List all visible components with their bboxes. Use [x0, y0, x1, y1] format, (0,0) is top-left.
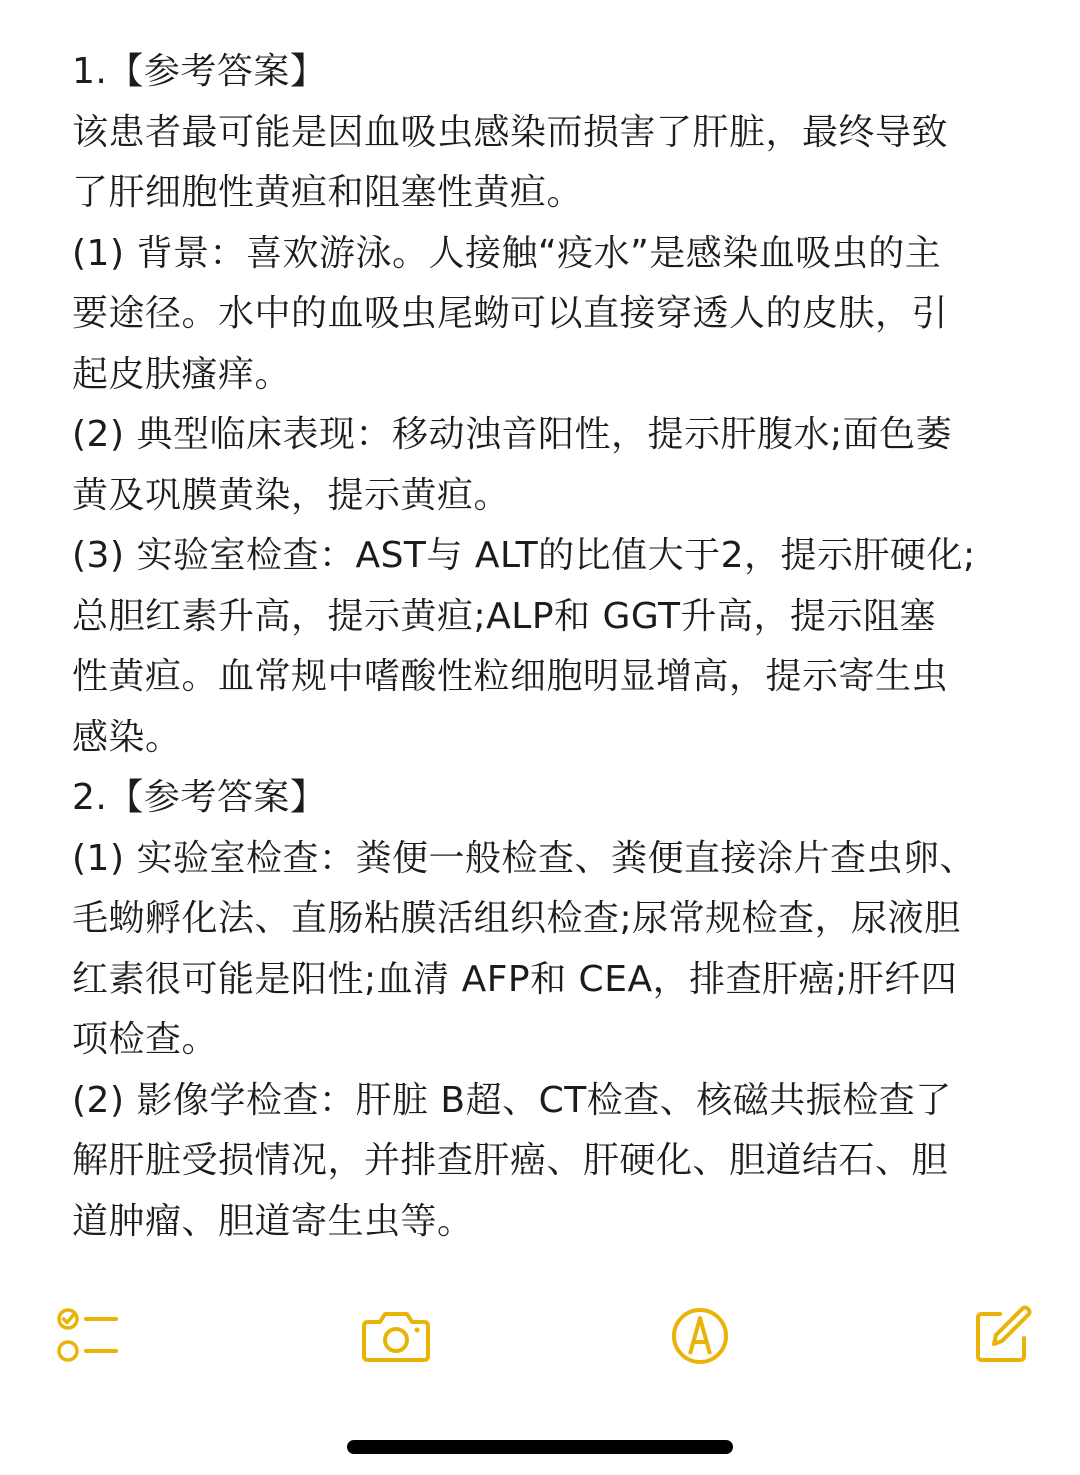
note-line: 要途径。水中的血吸虫尾蚴可以直接穿透人的皮肤，引 [72, 293, 949, 334]
note-line: 1.【参考答案】 [72, 51, 327, 92]
note-line: 起皮肤瘙痒。 [72, 353, 292, 395]
checklist-button[interactable] [50, 1300, 122, 1372]
note-line: 该患者最可能是因血吸虫感染而损害了肝脏，最终导致 [72, 111, 949, 153]
compose-button[interactable] [966, 1300, 1038, 1372]
note-line: 毛蚴孵化法、直肠粘膜活组织检查;尿常规检查，尿液胆 [72, 898, 961, 939]
compose-icon [970, 1304, 1034, 1368]
markup-pen-icon [668, 1304, 732, 1368]
note-line: (1) 背景：喜欢游泳。人接触“疫水”是感染血吸虫的主 [72, 232, 942, 274]
note-body[interactable] [72, 42, 1012, 1252]
note-line: 红素很可能是阳性;血清 AFP和 CEA，排查肝癌;肝纤四 [72, 958, 958, 1000]
checklist-icon [50, 1300, 122, 1372]
note-line: (2) 典型临床表现：移动浊音阳性，提示肝腹水;面色萎 [72, 414, 953, 455]
note-line: (2) 影像学检查：肝脏 B超、CT检查、核磁共振检查了 [72, 1079, 952, 1121]
note-line: 黄及巩膜黄染，提示黄疸。 [72, 474, 511, 516]
camera-icon [360, 1308, 432, 1364]
markup-button[interactable] [664, 1300, 736, 1372]
note-line: 2.【参考答案】 [72, 777, 327, 818]
note-line: 解肝脏受损情况，并排查肝癌、肝硬化、胆道结石、胆 [72, 1140, 949, 1181]
note-line: 了肝细胞性黄疸和阻塞性黄疸。 [72, 172, 584, 213]
note-line: (1) 实验室检查：粪便一般检查、粪便直接涂片查虫卵、 [72, 837, 976, 879]
note-line: 项检查。 [72, 1019, 219, 1060]
note-line: 感染。 [72, 716, 182, 758]
note-line: (3) 实验室检查：AST与 ALT的比值大于2，提示肝硬化; [72, 535, 976, 576]
bottom-toolbar [0, 1300, 1080, 1370]
note-line: 性黄疸。血常规中嗜酸性粒细胞明显增高，提示寄生虫 [72, 656, 949, 697]
note-line: 总胆红素升高，提示黄疸;ALP和 GGT升高，提示阻塞 [72, 595, 936, 637]
note-line: 道肿瘤、胆道寄生虫等。 [72, 1200, 474, 1242]
home-indicator[interactable] [347, 1440, 733, 1454]
camera-button[interactable] [358, 1300, 434, 1372]
